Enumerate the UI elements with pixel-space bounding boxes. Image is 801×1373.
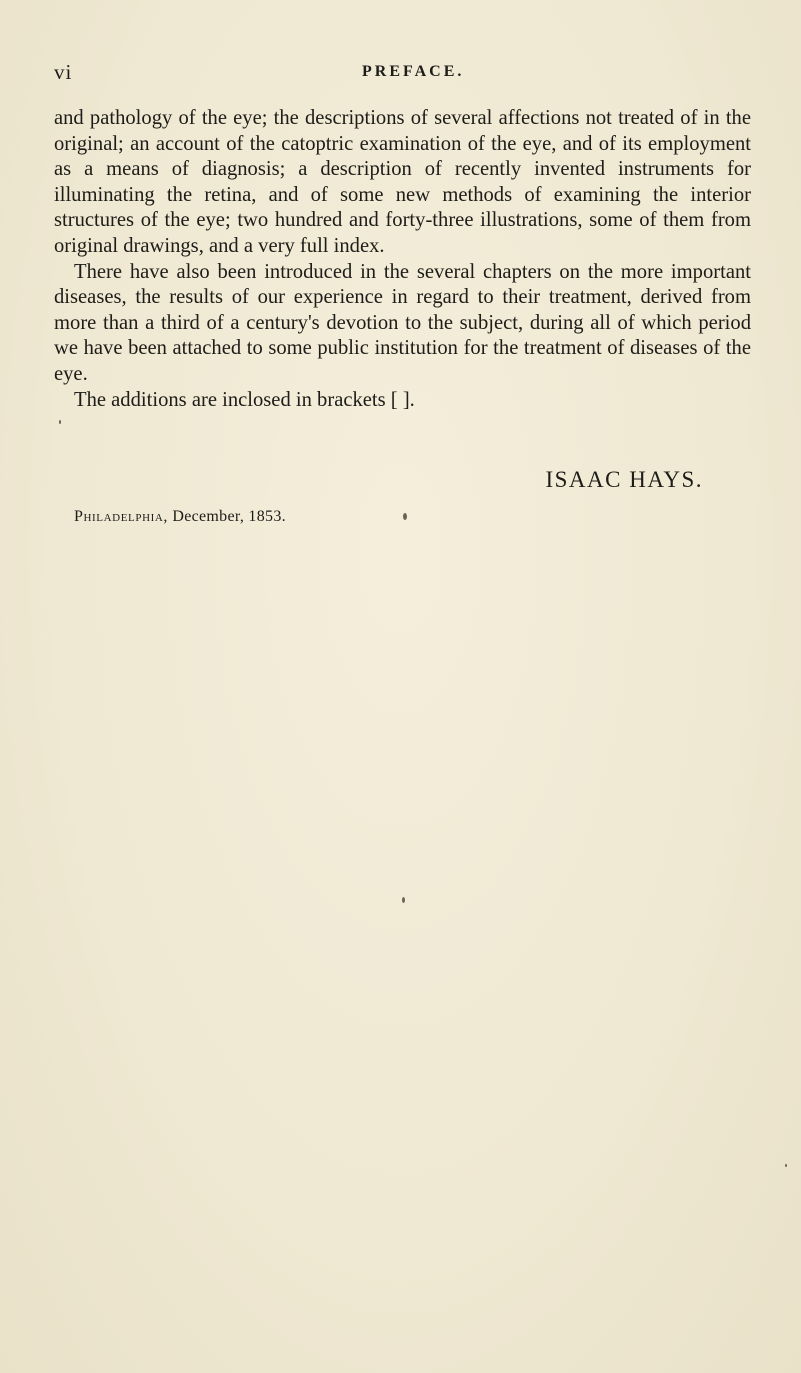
preface-body (54, 106, 751, 413)
header-title: PREFACE. (362, 63, 465, 80)
page-number: vi (54, 60, 73, 84)
paragraph-experience: There have also been introduced in the several chapters on the more important diseases, the results of our experience in regard to their treatment, derived from more than a third of a century's devotion to the subject, during all of which period we have been attached to some public institution for the treatment of diseases of the eye. (54, 260, 751, 385)
paper-speck (785, 1164, 787, 1167)
dateline (74, 508, 286, 526)
paper-speck (402, 897, 405, 903)
paper-speck (403, 513, 407, 520)
paragraph-continued: and pathology of the eye; the descriptions of several affections not treated of in the original; an account of the catoptric examination of the eye, and of its employment as a means of diagnosis; a description of recently invented instruments for illuminating the retina, and of some new methods of examining the interior structures of the eye; two hundred and forty-three illustrations, some of them from original drawings, and a very full index. (54, 107, 751, 257)
author-signature: ISAAC HAYS. (545, 467, 703, 492)
paragraph-additions-note: The additions are inclosed in brackets [ ]. (74, 388, 415, 411)
running-head (54, 60, 751, 90)
paper-speck (59, 420, 61, 424)
dateline-date: December, 1853. (172, 508, 286, 525)
dateline-place: Philadelphia, (74, 508, 169, 525)
